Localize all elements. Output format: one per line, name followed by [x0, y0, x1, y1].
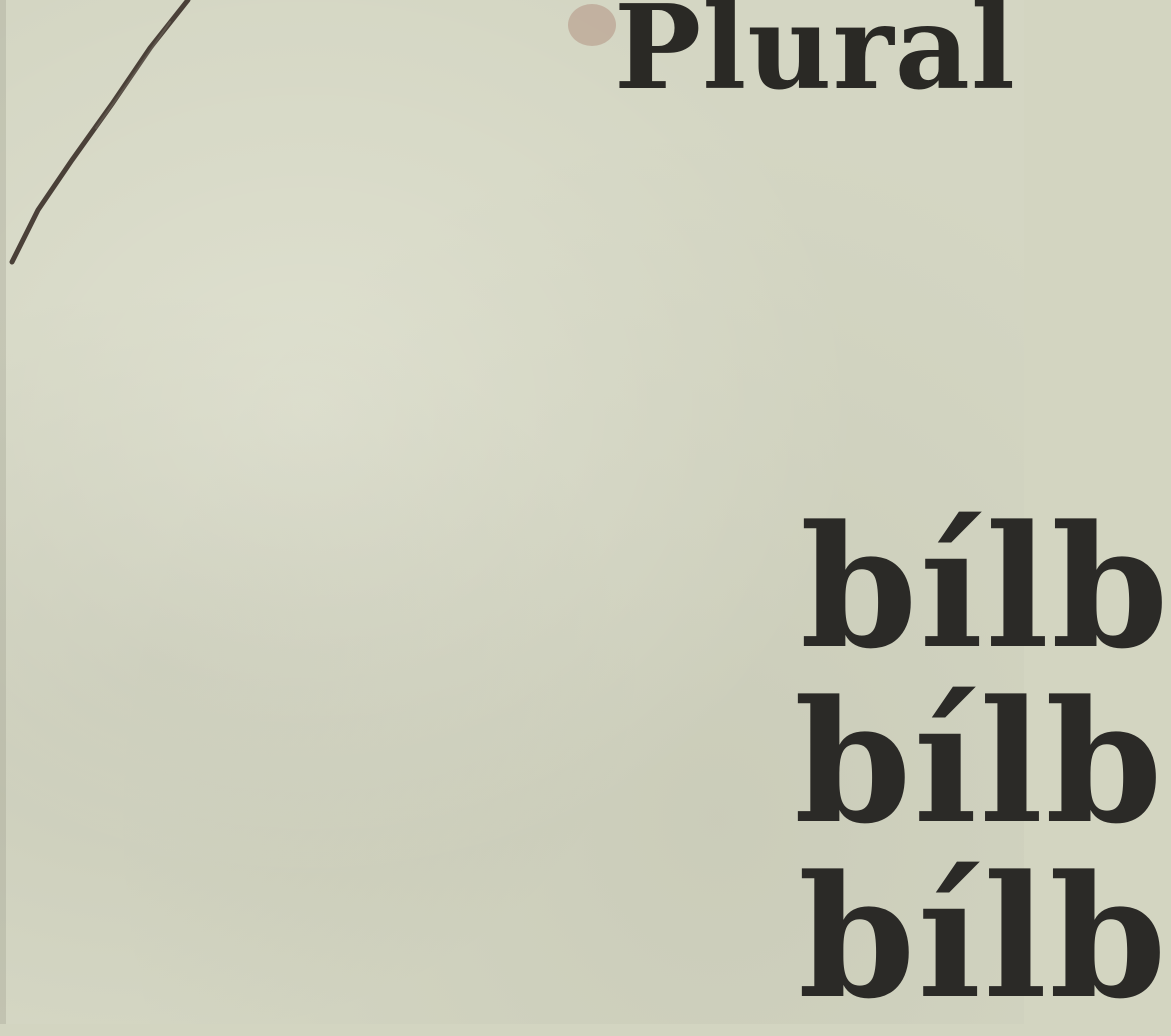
- word-list: [794, 488, 1171, 1036]
- list-item: bílb: [794, 663, 1165, 861]
- pencil-mark: [0, 0, 220, 290]
- ink-smudge: [568, 4, 616, 46]
- list-item: bílb: [798, 838, 1169, 1036]
- list-item: bílb: [800, 488, 1171, 686]
- page-heading: Plural: [614, 0, 1016, 116]
